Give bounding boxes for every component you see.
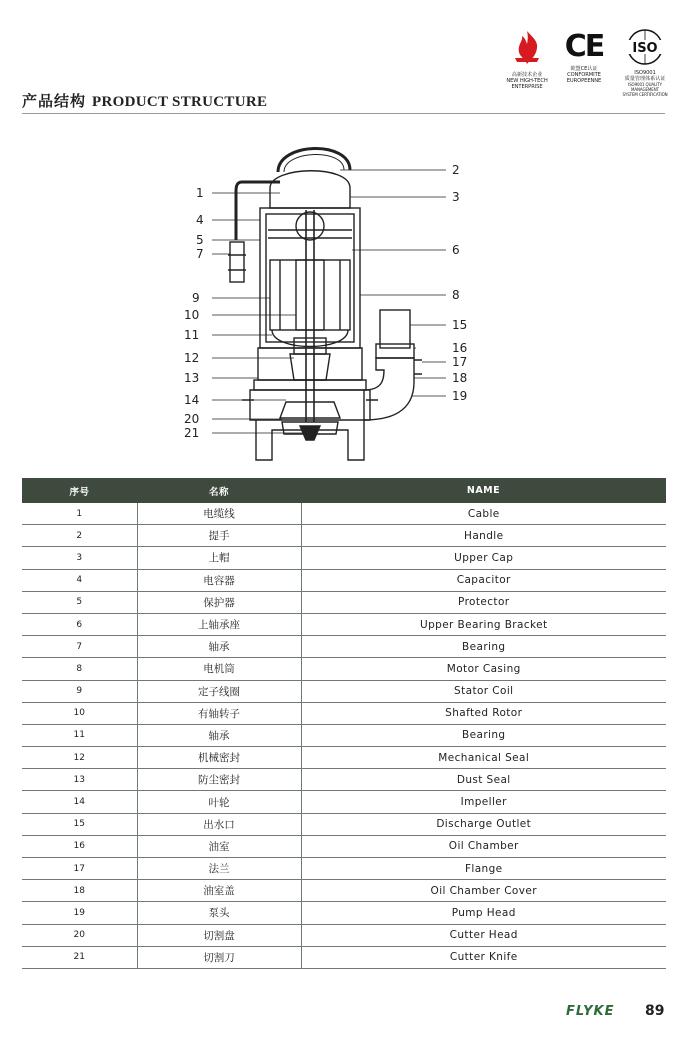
cell-no: 8 [22, 658, 137, 680]
cell-no: 16 [22, 835, 137, 857]
table-row [22, 724, 666, 746]
cell-name-en: Upper Bearing Bracket [301, 613, 666, 635]
ce-caption-zh: 欧盟CE认证 [570, 66, 598, 72]
ce-certification-logo [559, 28, 609, 84]
cell-name-en: Shafted Rotor [301, 702, 666, 724]
cell-name-zh: 叶轮 [137, 791, 301, 813]
callout-18: 18 [452, 371, 468, 385]
table-row [22, 747, 666, 769]
cell-name-zh: 上帽 [137, 547, 301, 569]
callout-5: 5 [196, 233, 204, 247]
table-row [22, 769, 666, 791]
cell-name-en: Handle [301, 525, 666, 547]
cell-name-en: Bearing [301, 724, 666, 746]
pump-cross-section-diagram [150, 130, 550, 470]
cell-no: 11 [22, 724, 137, 746]
cell-no: 13 [22, 769, 137, 791]
callout-6: 6 [452, 243, 460, 257]
cell-no: 20 [22, 924, 137, 946]
cell-name-en: Upper Cap [301, 547, 666, 569]
callout-15: 15 [452, 318, 468, 332]
table-row [22, 569, 666, 591]
cell-name-zh: 电容器 [137, 569, 301, 591]
cell-name-zh: 保护器 [137, 591, 301, 613]
table-row [22, 835, 666, 857]
callout-11: 11 [184, 328, 200, 342]
callout-10: 10 [184, 308, 200, 322]
heading-en: PRODUCT STRUCTURE [92, 94, 268, 110]
ce-caption-en: CONFORMITE EUROPEENNE [566, 72, 602, 84]
table-row [22, 591, 666, 613]
table-row [22, 858, 666, 880]
parts-table [22, 478, 666, 969]
cell-no: 9 [22, 680, 137, 702]
cell-name-en: Oil Chamber Cover [301, 880, 666, 902]
cell-name-zh: 油室 [137, 835, 301, 857]
cell-no: 15 [22, 813, 137, 835]
cell-name-zh: 切割刀 [137, 946, 301, 968]
callout-12: 12 [184, 351, 200, 365]
callout-21: 21 [184, 426, 200, 440]
table-row [22, 525, 666, 547]
cell-name-en: Pump Head [301, 902, 666, 924]
column-header-no: 序号 [22, 478, 137, 503]
callout-1: 1 [196, 186, 204, 200]
cell-name-en: Impeller [301, 791, 666, 813]
high-tech-caption-zh: 高新技术企业 [511, 72, 543, 78]
callout-3: 3 [452, 190, 460, 204]
cell-name-zh: 定子线圈 [137, 680, 301, 702]
cell-name-en: Cutter Knife [301, 946, 666, 968]
table-row [22, 547, 666, 569]
callout-13: 13 [184, 371, 200, 385]
table-row [22, 946, 666, 968]
cell-no: 18 [22, 880, 137, 902]
cell-name-en: Cutter Head [301, 924, 666, 946]
cell-name-zh: 防尘密封 [137, 769, 301, 791]
high-tech-caption-en: NEW HIGH-TECH ENTERPRISE [506, 78, 548, 90]
cell-name-zh: 泵头 [137, 902, 301, 924]
cell-name-en: Stator Coil [301, 680, 666, 702]
callout-20: 20 [184, 412, 200, 426]
cell-name-zh: 油室盖 [137, 880, 301, 902]
callout-8: 8 [452, 288, 460, 302]
table-row [22, 636, 666, 658]
cell-no: 19 [22, 902, 137, 924]
callout-17: 17 [452, 355, 468, 369]
table-row [22, 702, 666, 724]
cell-name-en: Bearing [301, 636, 666, 658]
cell-name-zh: 机械密封 [137, 747, 301, 769]
iso-mark: ISO [632, 41, 658, 56]
cell-name-zh: 提手 [137, 525, 301, 547]
table-row [22, 791, 666, 813]
iso-caption-en: ISO9001 QUALITY MANAGEMENT SYSTEM CERTIFICATION [622, 82, 668, 97]
parts-table-body [22, 503, 666, 968]
page-heading [22, 90, 267, 111]
cell-no: 1 [22, 503, 137, 525]
callout-2: 2 [452, 163, 460, 177]
table-row [22, 902, 666, 924]
cell-name-zh: 轴承 [137, 724, 301, 746]
cell-name-en: Capacitor [301, 569, 666, 591]
cell-no: 5 [22, 591, 137, 613]
cell-name-zh: 电缆线 [137, 503, 301, 525]
cell-name-zh: 电机筒 [137, 658, 301, 680]
cell-no: 12 [22, 747, 137, 769]
callout-7: 7 [196, 247, 204, 261]
cell-name-en: Discharge Outlet [301, 813, 666, 835]
cell-name-en: Mechanical Seal [301, 747, 666, 769]
table-row [22, 658, 666, 680]
table-row [22, 924, 666, 946]
table-row [22, 503, 666, 525]
callout-4: 4 [196, 213, 204, 227]
cell-name-zh: 出水口 [137, 813, 301, 835]
cell-name-en: Cable [301, 503, 666, 525]
table-header-row [22, 478, 666, 503]
cell-name-zh: 有轴转子 [137, 702, 301, 724]
callout-16: 16 [452, 341, 468, 355]
callout-9: 9 [192, 291, 200, 305]
cell-name-en: Motor Casing [301, 658, 666, 680]
cell-no: 2 [22, 525, 137, 547]
heading-zh: 产品结构 [22, 92, 87, 110]
cell-no: 10 [22, 702, 137, 724]
flame-icon [507, 28, 547, 68]
cell-name-en: Flange [301, 858, 666, 880]
cell-no: 21 [22, 946, 137, 968]
cell-no: 6 [22, 613, 137, 635]
cell-name-en: Protector [301, 591, 666, 613]
column-header-name: NAME [301, 478, 666, 503]
cell-no: 17 [22, 858, 137, 880]
cell-no: 7 [22, 636, 137, 658]
cell-no: 14 [22, 791, 137, 813]
iso9001-logo [618, 28, 672, 97]
brand-logo: FLYKE [566, 1004, 615, 1019]
cell-name-en: Dust Seal [301, 769, 666, 791]
callout-14: 14 [184, 393, 200, 407]
cell-no: 3 [22, 547, 137, 569]
callout-19: 19 [452, 389, 468, 403]
page-number: 89 [645, 1003, 665, 1019]
cell-name-en: Oil Chamber [301, 835, 666, 857]
table-row [22, 613, 666, 635]
table-row [22, 880, 666, 902]
column-header-zh: 名称 [137, 478, 301, 503]
heading-divider [22, 113, 665, 114]
iso-globe-icon [625, 28, 665, 66]
ce-mark: CE [564, 29, 604, 64]
cell-no: 4 [22, 569, 137, 591]
table-row [22, 813, 666, 835]
high-tech-enterprise-logo [503, 28, 551, 90]
cell-name-zh: 法兰 [137, 858, 301, 880]
table-row [22, 680, 666, 702]
cell-name-zh: 上轴承座 [137, 613, 301, 635]
cell-name-zh: 轴承 [137, 636, 301, 658]
iso-caption-zh: ISO9001 质量管理体系认证 [624, 70, 666, 82]
cell-name-zh: 切割盘 [137, 924, 301, 946]
